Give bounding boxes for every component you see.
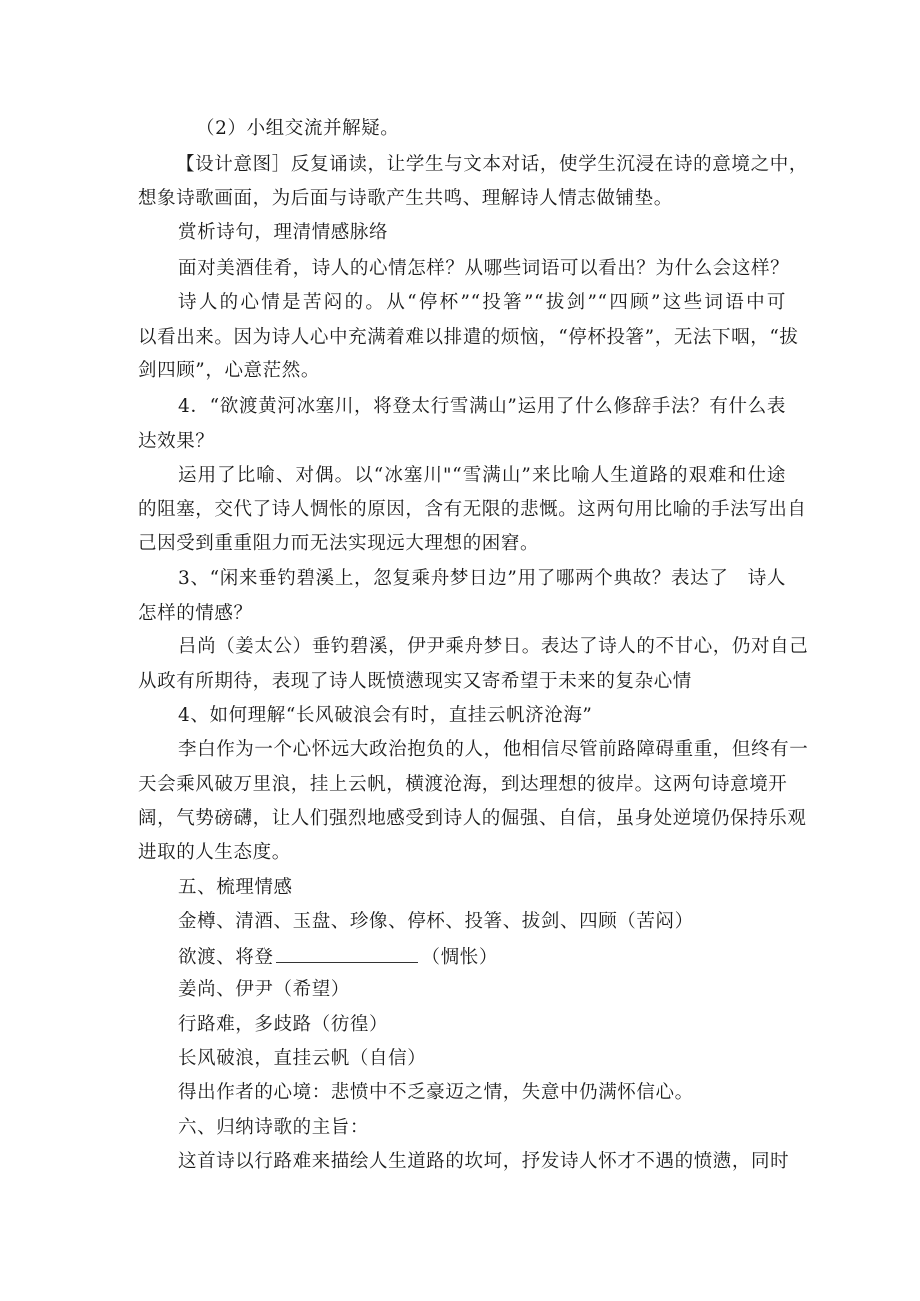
section-heading: 五、梳理情感	[178, 877, 293, 898]
section-heading: 六、归纳诗歌的主旨：	[178, 1117, 370, 1138]
paragraph-line: 己因受到重重阻力而无法实现远大理想的困窘。	[138, 533, 540, 554]
paragraph-line: 长风破浪，直挂云帆（自信）	[178, 1048, 427, 1069]
paragraph-line: 从政有所期待，表现了诗人既愤懑现实又寄希望于未来的复杂心情	[138, 671, 692, 692]
question-line: 面对美酒佳肴，诗人的心情怎样？从哪些词语可以看出？为什么会这样？	[178, 258, 790, 279]
paragraph-line: 剑四顾”，心意茫然。	[138, 360, 320, 381]
paragraph-line: 【设计意图］反复诵读，让学生与文本对话，使学生沉浸在诗的意境之中，	[176, 154, 808, 175]
paragraph-line: 天会乘风破万里浪，挂上云帆，横渡沧海，到达理想的彼岸。这两句诗意境开	[138, 774, 788, 795]
paragraph-line: （2）小组交流并解疑。	[196, 118, 400, 139]
fill-in-blank	[276, 944, 418, 963]
section-heading: 赏析诗句，理清情感脉络	[178, 222, 389, 243]
fill-in-prefix: 欲渡、将登	[178, 947, 274, 968]
fill-in-suffix: （惆怅）	[421, 947, 498, 968]
question-line: 4．“欲渡黄河冰塞川，将登太行雪满山”运用了什么修辞手法？有什么表	[178, 396, 786, 417]
paragraph-line: 姜尚、伊尹（希望）	[178, 979, 350, 1000]
paragraph-line: 以看出来。因为诗人心中充满着难以排遣的烦恼，“停杯投箸”，无法下咽，“拔	[138, 327, 799, 348]
paragraph-line: 运用了比喻、对偶。以“冰塞川"“雪满山”来比喻人生道路的艰难和仕途	[178, 465, 786, 486]
paragraph-line: 诗人的心情是苦闷的。从“停杯”“投箸”“拔剑”“四顾”这些词语中可	[178, 292, 786, 313]
paragraph-line: 金樽、清酒、玉盘、珍像、停杯、投箸、拔剑、四顾（苦闷）	[178, 911, 694, 932]
paragraph-line: 得出作者的心境：悲愤中不乏豪迈之情，失意中仍满怀信心。	[178, 1082, 694, 1103]
question-line: 3、“闲来垂钓碧溪上，忽复乘舟梦日边”用了哪两个典故？表达了 诗人	[178, 568, 786, 589]
question-line: 怎样的情感？	[138, 603, 253, 624]
paragraph-line: 行路难，多歧路（彷徨）	[178, 1014, 389, 1035]
paragraph-line: 进取的人生态度。	[138, 842, 291, 863]
paragraph-line: 的阻塞，交代了诗人惆怅的原因，含有无限的悲慨。这两句用比喻的手法写出自	[138, 499, 807, 520]
paragraph-line: 阔，气势磅礴，让人们强烈地感受到诗人的倔强、自信，虽身处逆境仍保持乐观	[138, 808, 807, 829]
paragraph-line: 这首诗以行路难来描绘人生道路的坎坷，抒发诗人怀才不遇的愤懑，同时	[178, 1151, 790, 1172]
paragraph-line: 吕尚（姜太公）垂钓碧溪，伊尹乘舟梦日。表达了诗人的不甘心，仍对自己	[178, 636, 809, 657]
fill-in-line	[178, 944, 498, 970]
paragraph-line: 想象诗歌画面，为后面与诗歌产生共鸣、理解诗人情志做铺垫。	[138, 188, 673, 209]
question-line: 达效果？	[138, 431, 215, 452]
question-line: 4、如何理解“长风破浪会有时，直挂云帆济沧海”	[178, 705, 593, 726]
paragraph-line: 李白作为一个心怀远大政治抱负的人，他相信尽管前路障碍重重，但终有一	[178, 739, 809, 760]
